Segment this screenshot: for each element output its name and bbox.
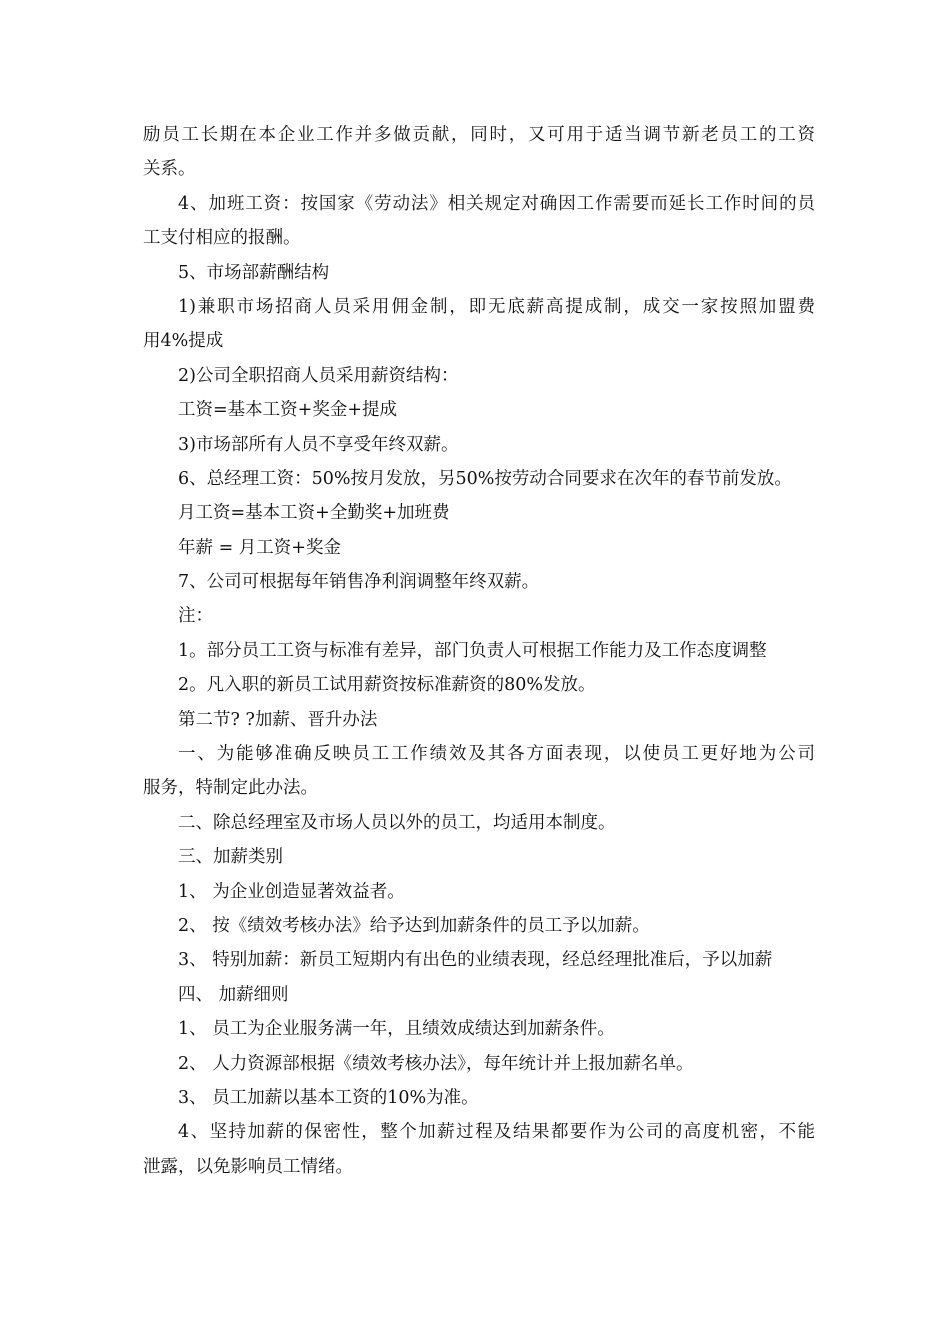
- text-line: 工支付相应的报酬。: [143, 228, 301, 249]
- text-line: 月工资=基本工资+全勤奖+加班费: [178, 503, 450, 524]
- text-line: 泄露，以免影响员工情绪。: [143, 1156, 353, 1177]
- text-line: 工资=基本工资+奖金+提成: [178, 400, 397, 421]
- section-heading: 第二节? ?加薪、晋升办法: [178, 709, 378, 730]
- text-line: 一、为能够准确反映员工工作绩效及其各方面表现，以使员工更好地为公司: [178, 744, 815, 765]
- text-line: 4、坚持加薪的保密性，整个加薪过程及结果都要作为公司的高度机密，不能: [178, 1122, 815, 1143]
- text-line: 励员工长期在本企业工作并多做贡献，同时，又可用于适当调节新老员工的工资: [143, 125, 815, 145]
- document-body: [143, 118, 815, 1184]
- text-line: 服务，特制定此办法。: [143, 778, 318, 799]
- text-line: 3)市场部所有人员不享受年终双薪。: [178, 434, 459, 455]
- text-line: 关系。: [143, 159, 196, 180]
- text-line: 5、市场部薪酬结构: [178, 262, 330, 283]
- text-line: 2、 按《绩效考核办法》给予达到加薪条件的员工予以加薪。: [178, 915, 650, 936]
- text-line: 四、 加薪细则: [178, 984, 289, 1005]
- text-line: 6、总经理工资：50%按月发放，另50%按劳动合同要求在次年的春节前发放。: [178, 468, 792, 489]
- text-line: 1)兼职市场招商人员采用佣金制，即无底薪高提成制，成交一家按照加盟费: [178, 296, 815, 317]
- text-line: 3、 员工加薪以基本工资的10%为准。: [178, 1087, 479, 1108]
- text-line: 2、 人力资源部根据《绩效考核办法》，每年统计并上报加薪名单。: [178, 1053, 694, 1074]
- text-line: 2)公司全职招商人员采用薪资结构：: [178, 365, 459, 386]
- text-line: 3、 特别加薪：新员工短期内有出色的业绩表现，经总经理批准后，予以加薪: [178, 950, 773, 971]
- text-line: 1、 为企业创造显著效益者。: [178, 881, 405, 902]
- text-line: 注：: [178, 606, 213, 627]
- text-line: 用4%提成: [143, 331, 224, 352]
- text-line: 4、加班工资：按国家《劳动法》相关规定对确因工作需要而延长工作时间的员: [178, 193, 815, 214]
- text-line: 7、公司可根据每年销售净利润调整年终双薪。: [178, 572, 540, 593]
- text-line: 年薪 = 月工资+奖金: [178, 537, 341, 558]
- text-line: 1、 员工为企业服务满一年，且绩效成绩达到加薪条件。: [178, 1019, 615, 1040]
- text-line: 三、加薪类别: [178, 847, 283, 868]
- text-line: 二、除总经理室及市场人员以外的员工，均适用本制度。: [178, 812, 616, 833]
- text-line: 1。部分员工工资与标准有差异，部门负责人可根据工作能力及工作态度调整: [178, 640, 767, 661]
- text-line: 2。凡入职的新员工试用薪资按标准薪资的80%发放。: [178, 675, 596, 696]
